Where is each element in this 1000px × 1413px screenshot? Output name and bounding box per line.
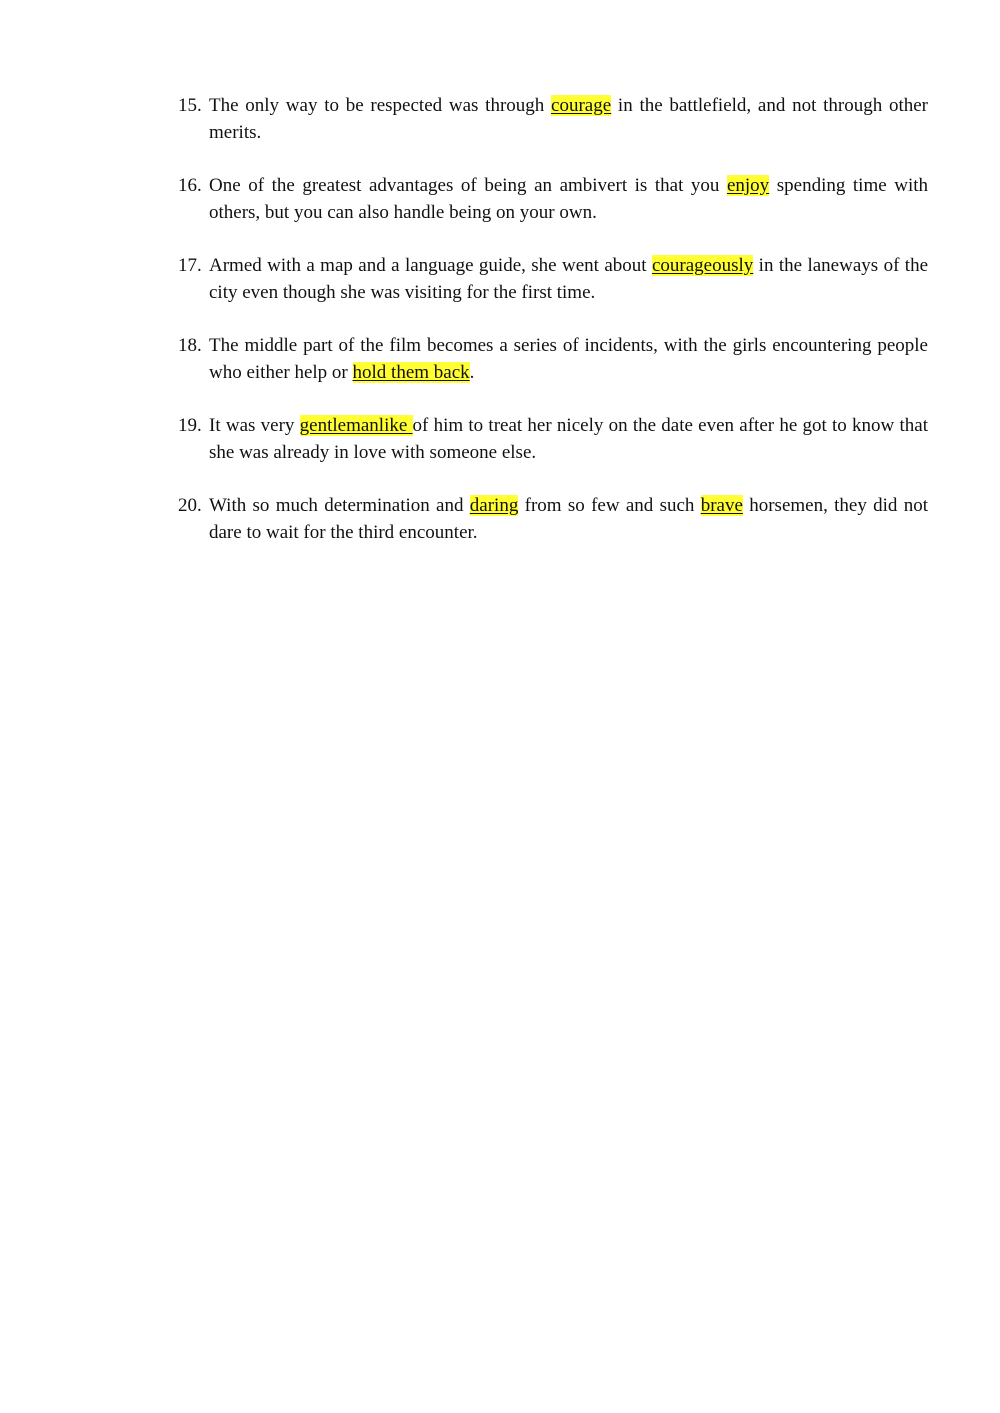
highlighted-word: brave [700,495,743,516]
sentence-text: in the laneways of the city even though she was visiting for the first time. [209,255,929,303]
highlighted-word: courageously [651,255,754,276]
sentence-text: With so much determination and [209,495,470,516]
highlighted-word: enjoy [726,175,770,196]
sentence-text: One of the greatest advantages of being an ambivert is that you [209,175,727,196]
sentence-text: in the battlefield, and not through other merits. [209,95,928,143]
item-number: 15. [178,95,202,116]
highlighted-word: daring [469,495,519,516]
exercise-item-16 [178,172,928,226]
highlighted-word: gentlemanlike [299,415,413,436]
sentence-text: Armed with a map and a language guide, she went about [209,255,652,276]
exercise-item-17 [178,252,928,306]
item-number: 16. [178,175,202,196]
exercise-list [178,92,928,572]
highlighted-word: courage [551,95,612,116]
sentence-text: The only way to be respected was through [209,95,552,116]
exercise-item-19 [178,412,928,466]
sentence-text: It was very [209,415,300,436]
sentence-text: from so few and such [518,495,701,516]
highlighted-word: hold them back [352,362,470,383]
exercise-item-15 [178,92,928,146]
item-number: 18. [178,335,202,356]
sentence-text: horsemen, they did not dare to wait for the third encounter. [209,495,929,543]
sentence-text: of him to treat her nicely on the date even after he got to know that she was already in love with someone else. [209,415,928,463]
item-number: 19. [178,415,202,436]
sentence-text: spending time with others, but you can also handle being on your own. [209,175,928,223]
sentence-text: The middle part of the film becomes a series of incidents, with the girls encountering people who either help or [209,335,928,383]
item-number: 17. [178,255,202,276]
sentence-text: . [469,362,475,383]
exercise-item-20 [178,492,928,546]
exercise-item-18 [178,332,928,386]
item-number: 20. [178,495,202,516]
